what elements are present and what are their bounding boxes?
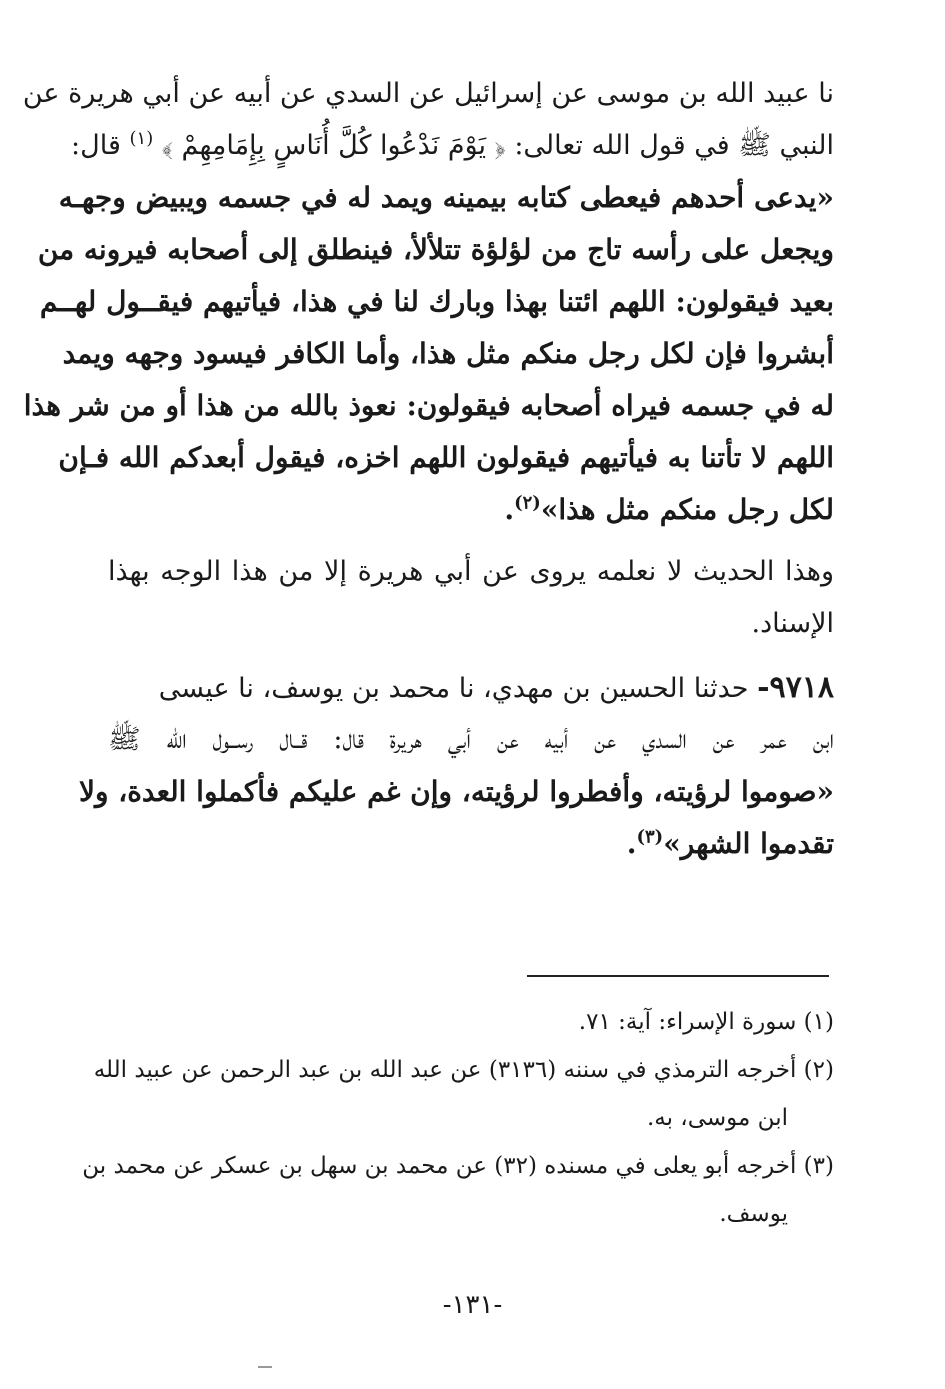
isnad-text: حدثنا الحسين بن مهدي، نا محمد بن يوسف، نا عيسى — [158, 673, 749, 704]
footnote-divider — [527, 975, 829, 977]
hadith-text-line: «يدعى أحدهم فيعطى كتابه بيمينه ويمد له في جسمه ويبيض وجهـه — [58, 181, 834, 214]
footnote-marker: (١) — [129, 128, 154, 149]
text-line-with-verse — [71, 120, 834, 172]
hadith-text-end: تقدموا الشهر» — [663, 827, 834, 860]
main-text — [22, 68, 834, 870]
hadith-text-line: أبشروا فإن لكل رجل منكم مثل هذا، وأما الكافر فيسود وجهه ويمد — [62, 337, 834, 370]
period: . — [504, 493, 515, 526]
footnote-marker: (٢) — [514, 492, 541, 514]
hadith-text-line: له في جسمه فيراه أصحابه فيقولون: نعوذ بالله من هذا أو من شر هذا — [23, 389, 834, 422]
hadith-text-line — [108, 484, 834, 536]
hadith-text-end: لكل رجل منكم مثل هذا» — [540, 493, 834, 526]
period: . — [626, 827, 637, 860]
hadith-text-line: ويجعل على رأسه تاج من لؤلؤة تتلألأ، فينطلق إلى أصحابه فيرونه من — [37, 233, 834, 266]
said-text: قال: — [71, 130, 130, 161]
verse-quote: النبي ﷺ في قول الله تعالى: ﴿ يَوْمَ نَدْعُوا كُلَّ أُنَاسٍ بِإِمَامِهِمْ ﴾ — [153, 130, 834, 161]
verse-text — [71, 130, 834, 161]
page-number: -١٣١- — [442, 1290, 503, 1320]
hadith-heading-line — [108, 662, 834, 714]
comment-line: الإسناد. — [751, 608, 834, 639]
comment-line: وهذا الحديث لا نعلمه يروى عن أبي هريرة إلا من هذا الوجه بهذا — [108, 556, 834, 587]
footnote-3-continued: يوسف. — [719, 1201, 788, 1227]
hadith-text-line: «صوموا لرؤيته، وأفطروا لرؤيته، وإن غم عليكم فأكملوا العدة، ولا — [78, 775, 834, 808]
footnote-2: (٢) أخرجه الترمذي في سننه (٣١٣٦) عن عبد الله بن عبد الرحمن عن عبيد الله — [93, 1057, 834, 1083]
hadith-number: ٩٧١٨- — [757, 670, 834, 705]
scan-mark — [258, 1366, 272, 1368]
footnotes — [82, 998, 834, 1238]
footnote-marker: (٣) — [636, 826, 664, 848]
hadith-text-line: اللهم لا تأتنا به فيأتيهم فيقولون اللهم اخزه، فيقول أبعدكم الله فـإن — [58, 441, 834, 474]
hadith-text-line: بعيد فيقولون: اللهم ائتنا بهذا وبارك لنا في هذا، فيأتيهم فيقــول لهــم — [39, 285, 834, 318]
footnote-1: (١) سورة الإسراء: آية: ٧١. — [578, 1009, 834, 1035]
hadith-text-line — [108, 818, 834, 870]
footnote-3: (٣) أخرجه أبو يعلى في مسنده (٣٢) عن محمد بن سهل بن عسكر عن محمد بن — [82, 1153, 834, 1179]
footnote-2-continued: ابن موسى، به. — [646, 1105, 788, 1131]
text-line: نا عبيد الله بن موسى عن إسرائيل عن السدي عن أبيه عن أبي هريرة عن — [22, 78, 834, 109]
isnad-line: ابن عمر عن السدي عن أبيه عن أبي هريرة قال: قــال رســول الله ﷺ — [108, 724, 834, 755]
